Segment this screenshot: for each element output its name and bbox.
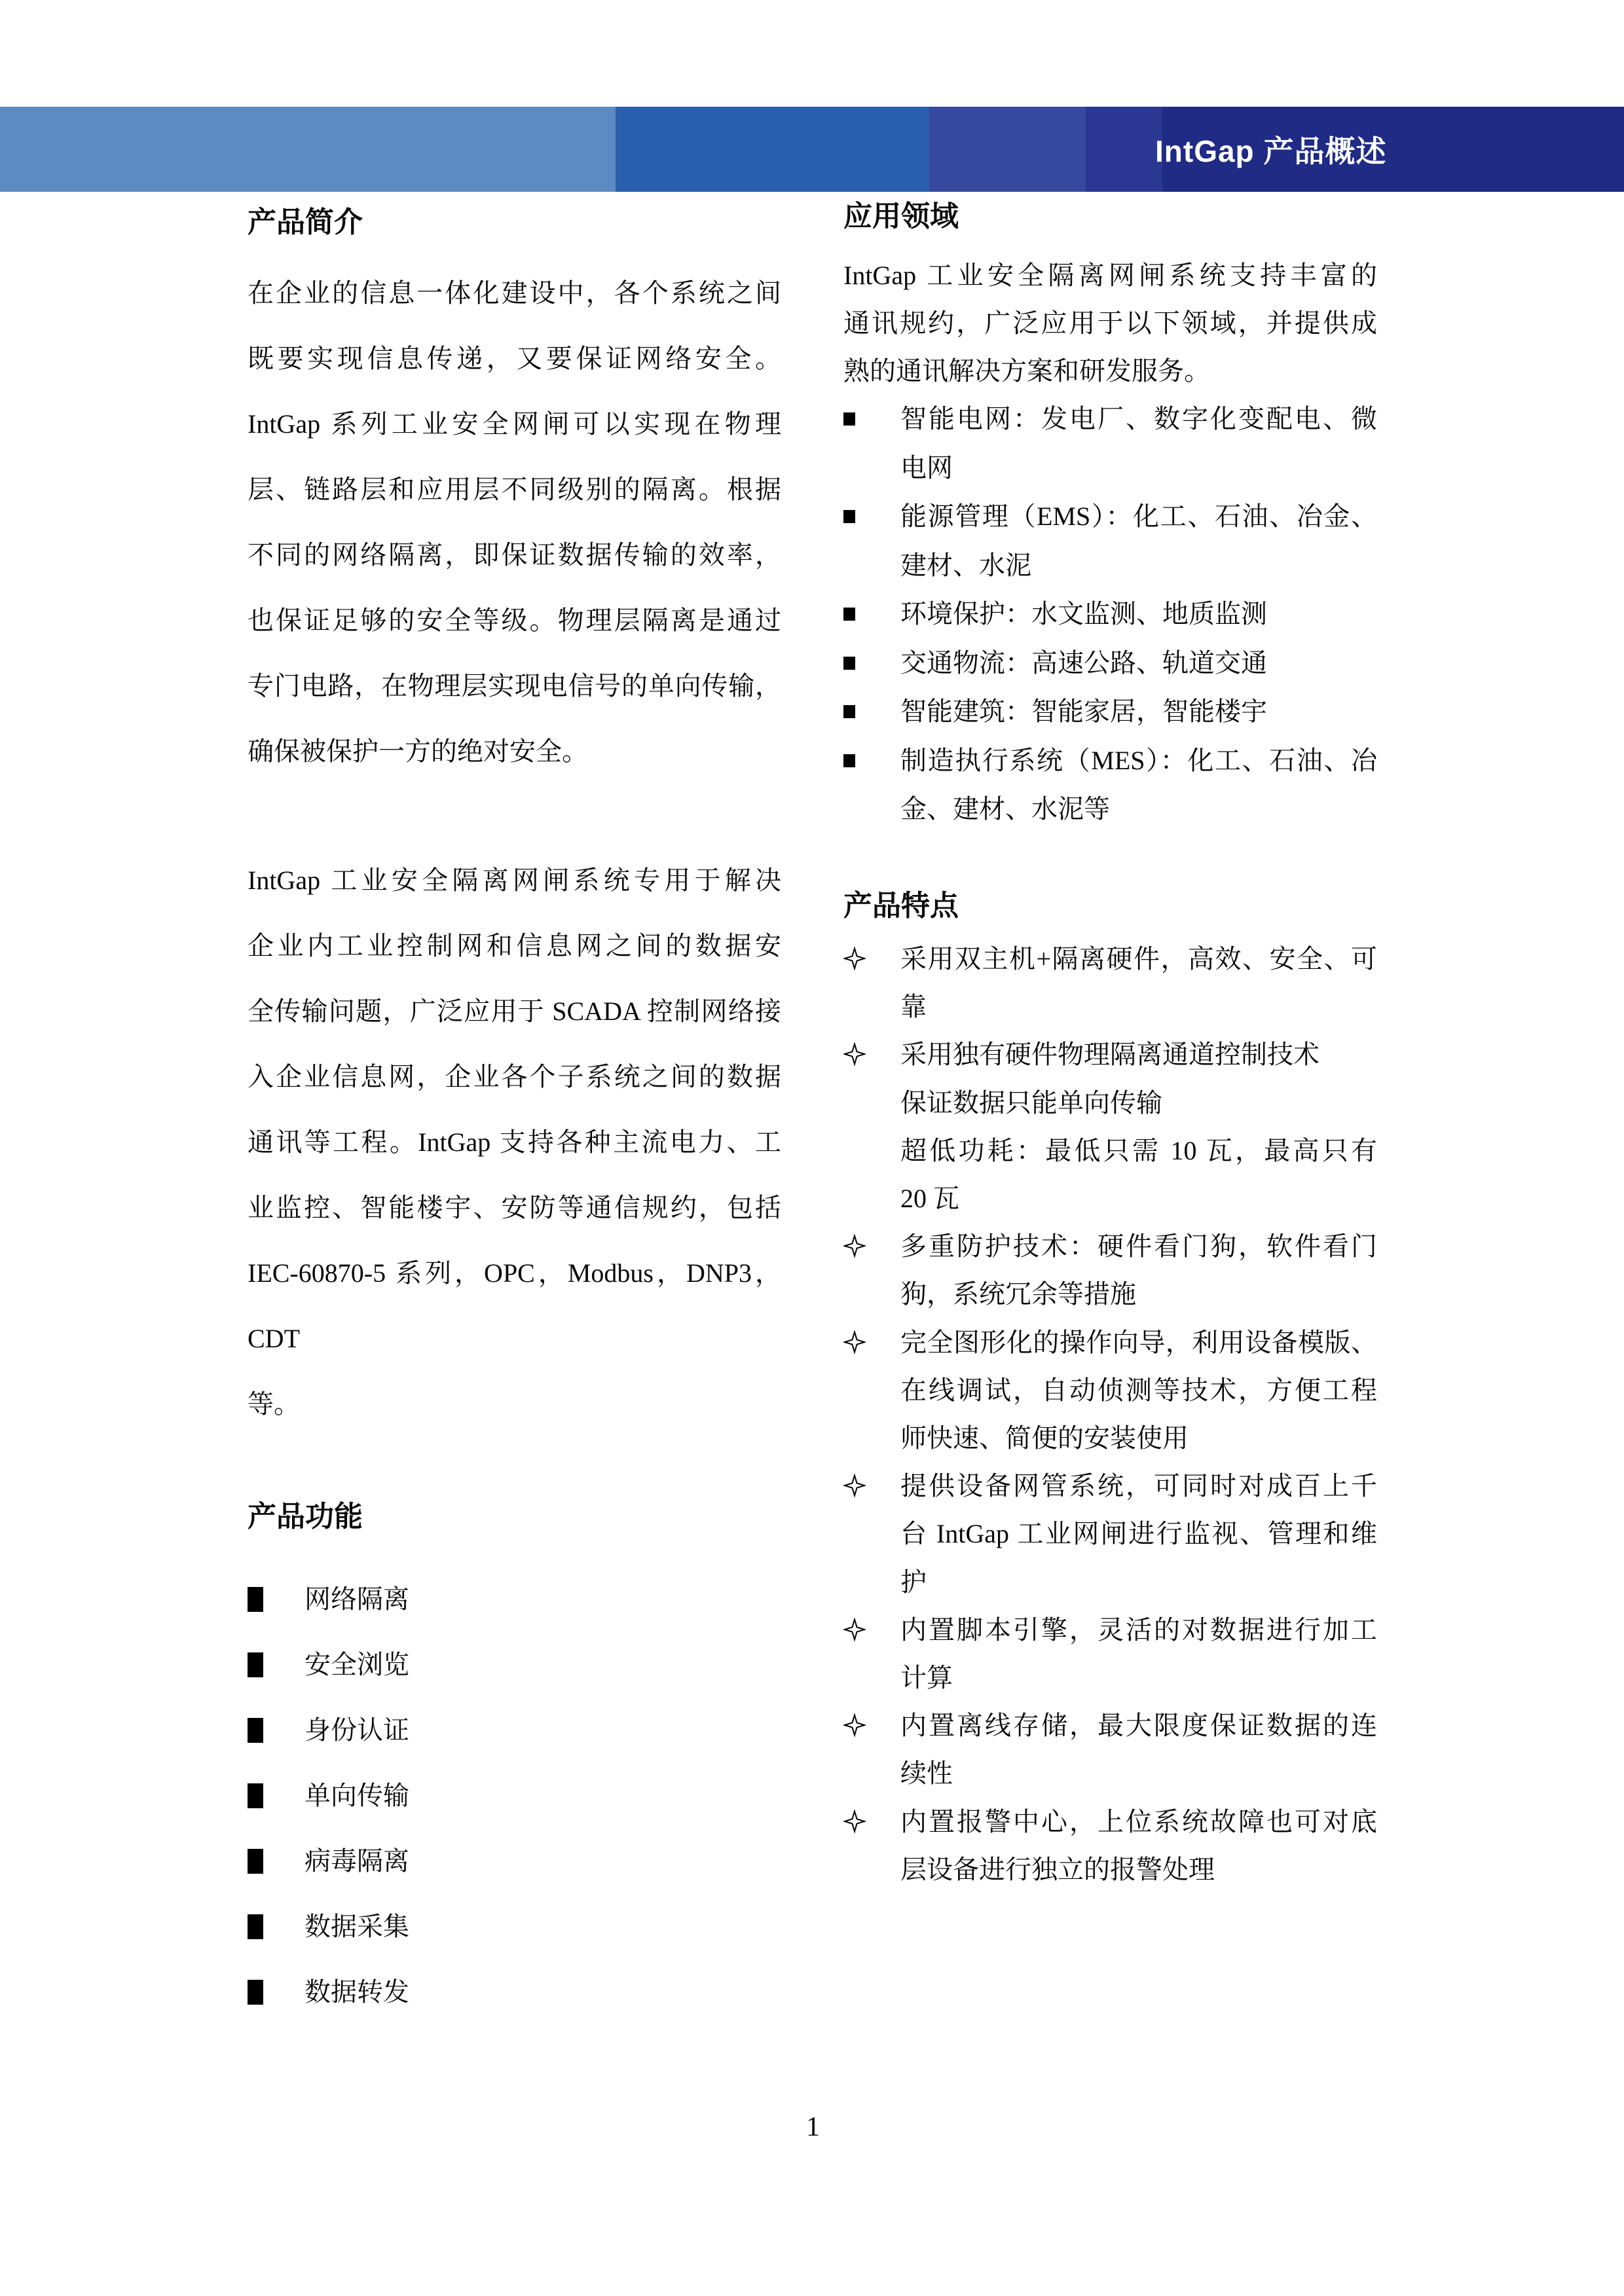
- paragraph-line: 专门电路，在物理层实现电信号的单向传输，: [248, 671, 781, 701]
- text-line: 多重防护技术：硬件看门狗，软件看门: [900, 1231, 1377, 1262]
- function-label: [304, 1894, 781, 1959]
- paragraph-line: 层、链路层和应用层不同级别的隔离。根据: [248, 475, 781, 504]
- square-bullet-icon: [843, 412, 855, 426]
- paragraph-line: 既要实现信息传递，又要保证网络安全。: [248, 344, 781, 373]
- feature-list-item: [843, 1462, 1377, 1606]
- application-text: [900, 492, 1377, 590]
- applications-list: [843, 395, 1377, 834]
- bullet-cell: [843, 395, 900, 426]
- text-line: 完全图形化的操作向导，利用设备模版、: [900, 1327, 1377, 1357]
- four-point-star-icon: [843, 1042, 866, 1066]
- paragraph-line: 不同的网络隔离，即保证数据传输的效率，: [248, 540, 781, 570]
- four-point-star-icon: [843, 1809, 866, 1834]
- bullet-cell: [248, 1894, 304, 1939]
- function-label: [304, 1632, 781, 1698]
- application-text: [900, 590, 1377, 639]
- page-number: 1: [806, 2112, 820, 2142]
- page-header-band: [0, 107, 1624, 192]
- application-list-item: [843, 687, 1377, 737]
- square-bullet-icon: [843, 657, 855, 670]
- square-bullet-icon: [843, 754, 855, 767]
- square-bullet-icon: [248, 1849, 263, 1874]
- text-line: 层设备进行独立的报警处理: [900, 1854, 1215, 1884]
- feature-text: [900, 1222, 1377, 1318]
- header-band-segment: [0, 107, 616, 192]
- bullet-cell: [843, 492, 900, 523]
- text-line: 智能电网：发电厂、数字化变配电、微: [900, 404, 1377, 433]
- feature-list-item: [843, 1798, 1377, 1893]
- four-point-star-icon: [843, 1617, 866, 1642]
- application-list-item: [843, 492, 1377, 590]
- text-line: 20 瓦: [900, 1184, 959, 1214]
- text-line: 环境保护：水文监测、地质监测: [900, 599, 1267, 629]
- paragraph-line: 在企业的信息一体化建设中，各个系统之间: [248, 278, 781, 308]
- text-line: 智能建筑：智能家居，智能楼宇: [900, 697, 1267, 726]
- header-band-segment: [1086, 107, 1162, 192]
- application-list-item: [843, 737, 1377, 834]
- page-header-title: IntGap 产品概述: [1155, 134, 1387, 168]
- text-line: 网络隔离: [304, 1584, 409, 1614]
- text-line: 提供设备网管系统，可同时对成百上千: [900, 1471, 1377, 1501]
- square-bullet-icon: [248, 1783, 263, 1808]
- text-line: 采用独有硬件物理隔离通道控制技术: [900, 1040, 1320, 1070]
- bullet-cell: [248, 1829, 304, 1874]
- bullet-cell: [248, 1763, 304, 1808]
- text-line: 师快速、简便的安装使用: [900, 1423, 1189, 1453]
- paragraph-line: IntGap 工业安全隔离网闸系统支持丰富的: [843, 261, 1377, 290]
- text-line: 内置报警中心，上位系统故障也可对底: [900, 1806, 1377, 1836]
- bullet-cell: [248, 1632, 304, 1677]
- application-text: [900, 639, 1377, 688]
- function-label: [304, 1829, 781, 1894]
- function-list-item: [248, 1829, 781, 1894]
- paragraph-line: IntGap 系列工业安全网闸可以实现在物理: [248, 409, 781, 439]
- product-intro-paragraph-2: [248, 848, 781, 1437]
- paragraph-line: 入企业信息网，企业各个子系统之间的数据: [248, 1062, 781, 1091]
- bullet-cell: [843, 687, 900, 718]
- paragraph-line: 企业内工业控制网和信息网之间的数据安: [248, 931, 781, 960]
- text-line: 安全浏览: [304, 1650, 409, 1679]
- four-point-star-icon: [843, 1713, 866, 1738]
- feature-text: [900, 1702, 1377, 1797]
- application-list-item: [843, 590, 1377, 639]
- text-line: 金、建材、水泥等: [900, 794, 1110, 824]
- applications-intro-paragraph: [843, 251, 1377, 395]
- product-functions-list: [248, 1567, 781, 2025]
- text-line: 电网: [900, 452, 953, 483]
- application-list-item: [843, 639, 1377, 688]
- text-line: 身份认证: [304, 1715, 409, 1745]
- four-point-star-icon: [843, 1330, 866, 1355]
- feature-text: [900, 935, 1377, 1030]
- function-list-item: [248, 1698, 781, 1763]
- application-text: [900, 737, 1377, 834]
- function-label: [304, 1763, 781, 1829]
- product-intro-paragraph-1: [248, 261, 781, 784]
- bullet-cell: [843, 639, 900, 670]
- square-bullet-icon: [843, 705, 855, 718]
- function-label: [304, 1959, 781, 2025]
- feature-list-item: [843, 1319, 1377, 1463]
- bullet-cell: [843, 1702, 900, 1738]
- text-line: 内置脚本引擎，灵活的对数据进行加工: [900, 1614, 1377, 1645]
- function-label: [304, 1567, 781, 1632]
- four-point-star-icon: [843, 1233, 866, 1258]
- paragraph-line: 也保证足够的安全等级。物理层隔离是通过: [248, 606, 781, 635]
- four-point-star-icon: [843, 946, 866, 971]
- section-heading-product-functions: 产品功能: [248, 1501, 363, 1533]
- paragraph-line: 通讯规约，广泛应用于以下领域，并提供成: [843, 308, 1377, 338]
- section-heading-product-intro: 产品简介: [248, 206, 363, 238]
- paragraph-line: IEC-60870-5 系列，OPC，Modbus，DNP3，CDT: [248, 1258, 781, 1353]
- feature-list-item: [843, 1606, 1377, 1702]
- square-bullet-icon: [248, 1652, 263, 1677]
- paragraph-line: 业监控、智能楼宇、安防等通信规约，包括: [248, 1193, 781, 1222]
- text-line: 狗，系统冗余等措施: [900, 1279, 1136, 1309]
- paragraph-line: 通讯等工程。IntGap 支持各种主流电力、工: [248, 1127, 781, 1157]
- text-line: 超低功耗：最低只需 10 瓦，最高只有: [900, 1135, 1377, 1165]
- text-line: 数据转发: [304, 1977, 409, 2007]
- feature-text: [900, 1798, 1377, 1893]
- feature-list-item: [843, 1702, 1377, 1797]
- square-bullet-icon: [843, 608, 855, 621]
- function-label: [304, 1698, 781, 1763]
- feature-text: [900, 1606, 1377, 1702]
- bullet-cell: [843, 1030, 900, 1066]
- bullet-cell: [843, 1222, 900, 1258]
- text-line: 在线调试，自动侦测等技术，方便工程: [900, 1375, 1377, 1405]
- text-line: 制造执行系统（MES）：化工、石油、冶: [900, 745, 1377, 775]
- square-bullet-icon: [248, 1718, 263, 1743]
- text-line: 续性: [900, 1758, 953, 1789]
- text-line: 采用双主机+隔离硬件，高效、安全、可: [900, 944, 1377, 974]
- text-line: 病毒隔离: [304, 1846, 409, 1876]
- square-bullet-icon: [248, 1980, 263, 2005]
- text-line: 单向传输: [304, 1781, 409, 1810]
- feature-text: [900, 1030, 1377, 1222]
- function-list-item: [248, 1567, 781, 1632]
- text-line: 计算: [900, 1663, 953, 1693]
- header-band-segment: [929, 107, 1086, 192]
- bullet-cell: [248, 1698, 304, 1743]
- bullet-cell: [248, 1959, 304, 2005]
- text-line: 靠: [900, 992, 927, 1022]
- bullet-cell: [843, 935, 900, 971]
- bullet-cell: [843, 1319, 900, 1355]
- text-line: 数据采集: [304, 1912, 409, 1941]
- application-text: [900, 395, 1377, 492]
- square-bullet-icon: [843, 510, 855, 523]
- feature-list-item: [843, 935, 1377, 1030]
- square-bullet-icon: [248, 1914, 263, 1939]
- text-line: 建材、水泥: [900, 550, 1031, 580]
- function-list-item: [248, 1763, 781, 1829]
- feature-list-item: [843, 1222, 1377, 1318]
- bullet-cell: [843, 737, 900, 767]
- square-bullet-icon: [248, 1587, 263, 1612]
- section-heading-features: 产品特点: [843, 890, 959, 922]
- text-line: 保证数据只能单向传输: [900, 1087, 1162, 1118]
- bullet-cell: [248, 1567, 304, 1612]
- feature-text: [900, 1462, 1377, 1606]
- paragraph-line: 熟的通讯解决方案和研发服务。: [843, 356, 1210, 386]
- bullet-cell: [843, 1798, 900, 1834]
- text-line: 能源管理（EMS）：化工、石油、冶金、: [900, 501, 1377, 531]
- function-list-item: [248, 1894, 781, 1959]
- bullet-cell: [843, 590, 900, 621]
- application-text: [900, 687, 1377, 737]
- header-band-segment: [616, 107, 929, 192]
- paragraph-line: 确保被保护一方的绝对安全。: [248, 737, 588, 766]
- section-heading-applications: 应用领域: [843, 200, 959, 232]
- function-list-item: [248, 1959, 781, 2025]
- four-point-star-icon: [843, 1473, 866, 1498]
- text-line: 交通物流：高速公路、轨道交通: [900, 647, 1267, 678]
- features-list: [843, 935, 1377, 1893]
- text-line: 护: [900, 1567, 927, 1597]
- feature-text: [900, 1319, 1377, 1463]
- paragraph-line: 等。: [248, 1389, 300, 1419]
- feature-list-item: [843, 1030, 1377, 1222]
- paragraph-line: IntGap 工业安全隔离网闸系统专用于解决: [248, 866, 781, 895]
- paragraph-line: 全传输问题，广泛应用于 SCADA 控制网络接: [248, 996, 781, 1026]
- application-list-item: [843, 395, 1377, 492]
- text-line: 内置离线存储，最大限度保证数据的连: [900, 1711, 1377, 1741]
- text-line: 台 IntGap 工业网闸进行监视、管理和维: [900, 1519, 1377, 1549]
- bullet-cell: [843, 1606, 900, 1642]
- function-list-item: [248, 1632, 781, 1698]
- bullet-cell: [843, 1462, 900, 1498]
